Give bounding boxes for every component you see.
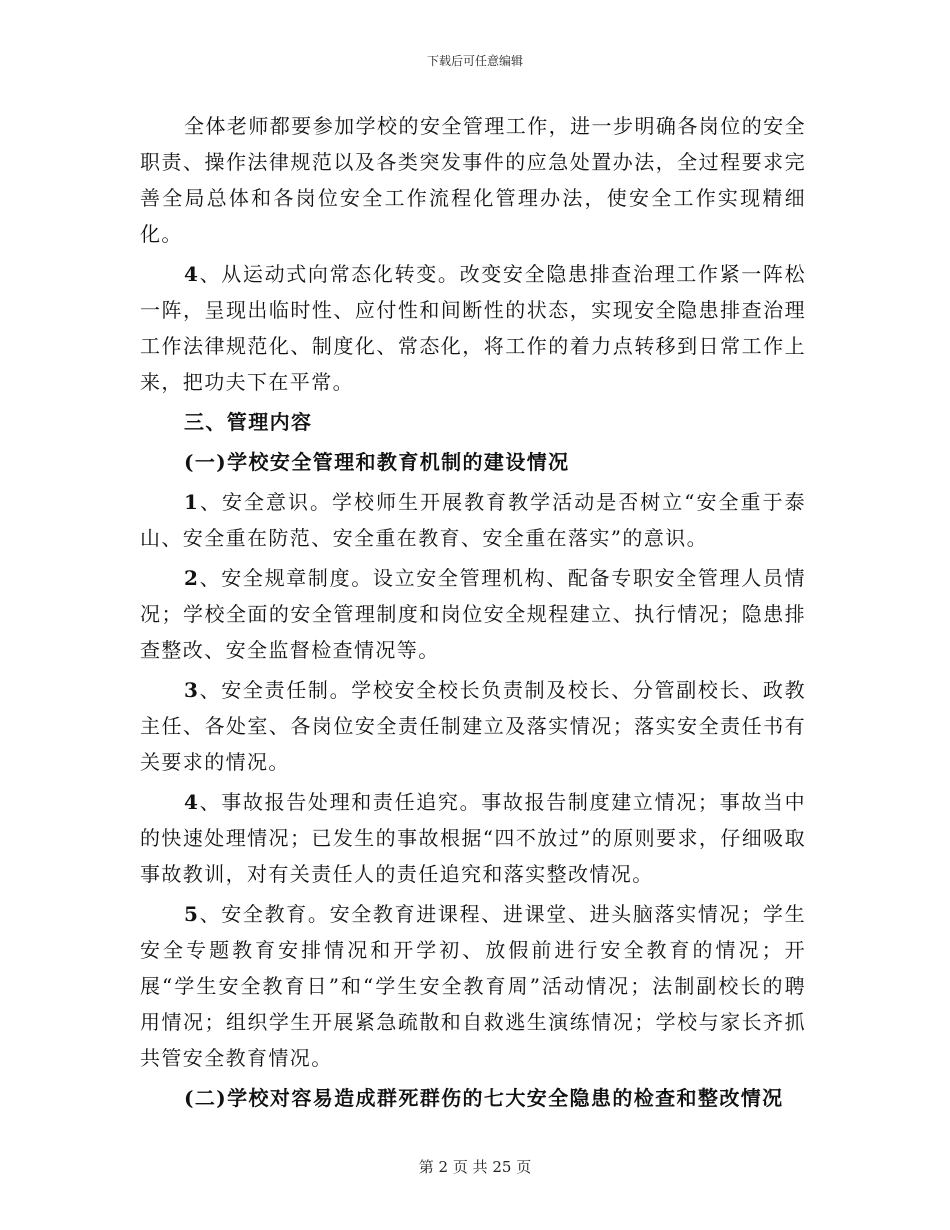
paragraph-1: 全体老师都要参加学校的安全管理工作，进一步明确各岗位的安全职责、操作法律规范以及各类突发事件的应急处置办法，全过程要求完善全局总体和各岗位安全工作流程化管理办法，使安全工作实现精细化。 [140,114,806,246]
item-number: 5 [184,902,200,926]
document-body [140,108,806,1120]
paragraph-item-3 [140,672,806,780]
item-number: 2 [184,566,200,590]
paragraph-item-4 [140,784,806,892]
paragraph-text: 、安全规章制度。设立安全管理机构、配备专职安全管理人员情况；学校全面的安全管理制度和岗位安全规程建立、执行情况；隐患排查整改、安全监督检查情况等。 [140,566,806,662]
paragraph-item-5 [140,896,806,1076]
item-number: 4 [184,790,200,814]
item-number: 1 [184,490,200,514]
subsection-heading-1: (一)学校安全管理和教育机制的建设情况 [184,450,570,474]
item-number: 3 [184,678,200,702]
paragraph-text: 、安全教育。安全教育进课程、进课堂、进头脑落实情况；学生安全专题教育安排情况和开学初、放假前进行安全教育的情况；开展“学生安全教育日”和“学生安全教育周”活动情况；法制副校长的聘用情况；组织学生开展紧急疏散和自救逃生演练情况；学校与家长齐抓共管安全教育情况。 [140,902,806,1070]
section-heading-3: 三、管理内容 [184,410,313,434]
subsection-heading-2: (二)学校对容易造成群死群伤的七大安全隐患的检查和整改情况 [184,1086,784,1110]
paragraph-item-2 [140,560,806,668]
paragraph-text: 、事故报告处理和责任追究。事故报告制度建立情况；事故当中的快速处理情况；已发生的事故根据“四不放过”的原则要求，仔细吸取事故教训，对有关责任人的责任追究和落实整改情况。 [140,790,806,886]
page-header: 下载后可任意编辑 [426,54,523,68]
paragraph-text: 、安全意识。学校师生开展教育教学活动是否树立“安全重于泰山、安全重在防范、安全重在教育、安全重在落实”的意识。 [140,490,806,550]
paragraph-2 [140,256,806,400]
paragraph-item-1 [140,484,806,556]
item-number: 4 [184,262,200,286]
paragraph-text: 、安全责任制。学校安全校长负责制及校长、分管副校长、政教主任、各处室、各岗位安全责任制建立及落实情况；落实安全责任书有关要求的情况。 [140,678,806,774]
page-footer: 第 2 页 共 25 页 [418,1158,532,1176]
paragraph-text: 、从运动式向常态化转变。改变安全隐患排查治理工作紧一阵松一阵，呈现出临时性、应付性和间断性的状态，实现安全隐患排查治理工作法律规范化、制度化、常态化，将工作的着力点转移到日常工作上来，把功夫下在平常。 [140,262,806,394]
